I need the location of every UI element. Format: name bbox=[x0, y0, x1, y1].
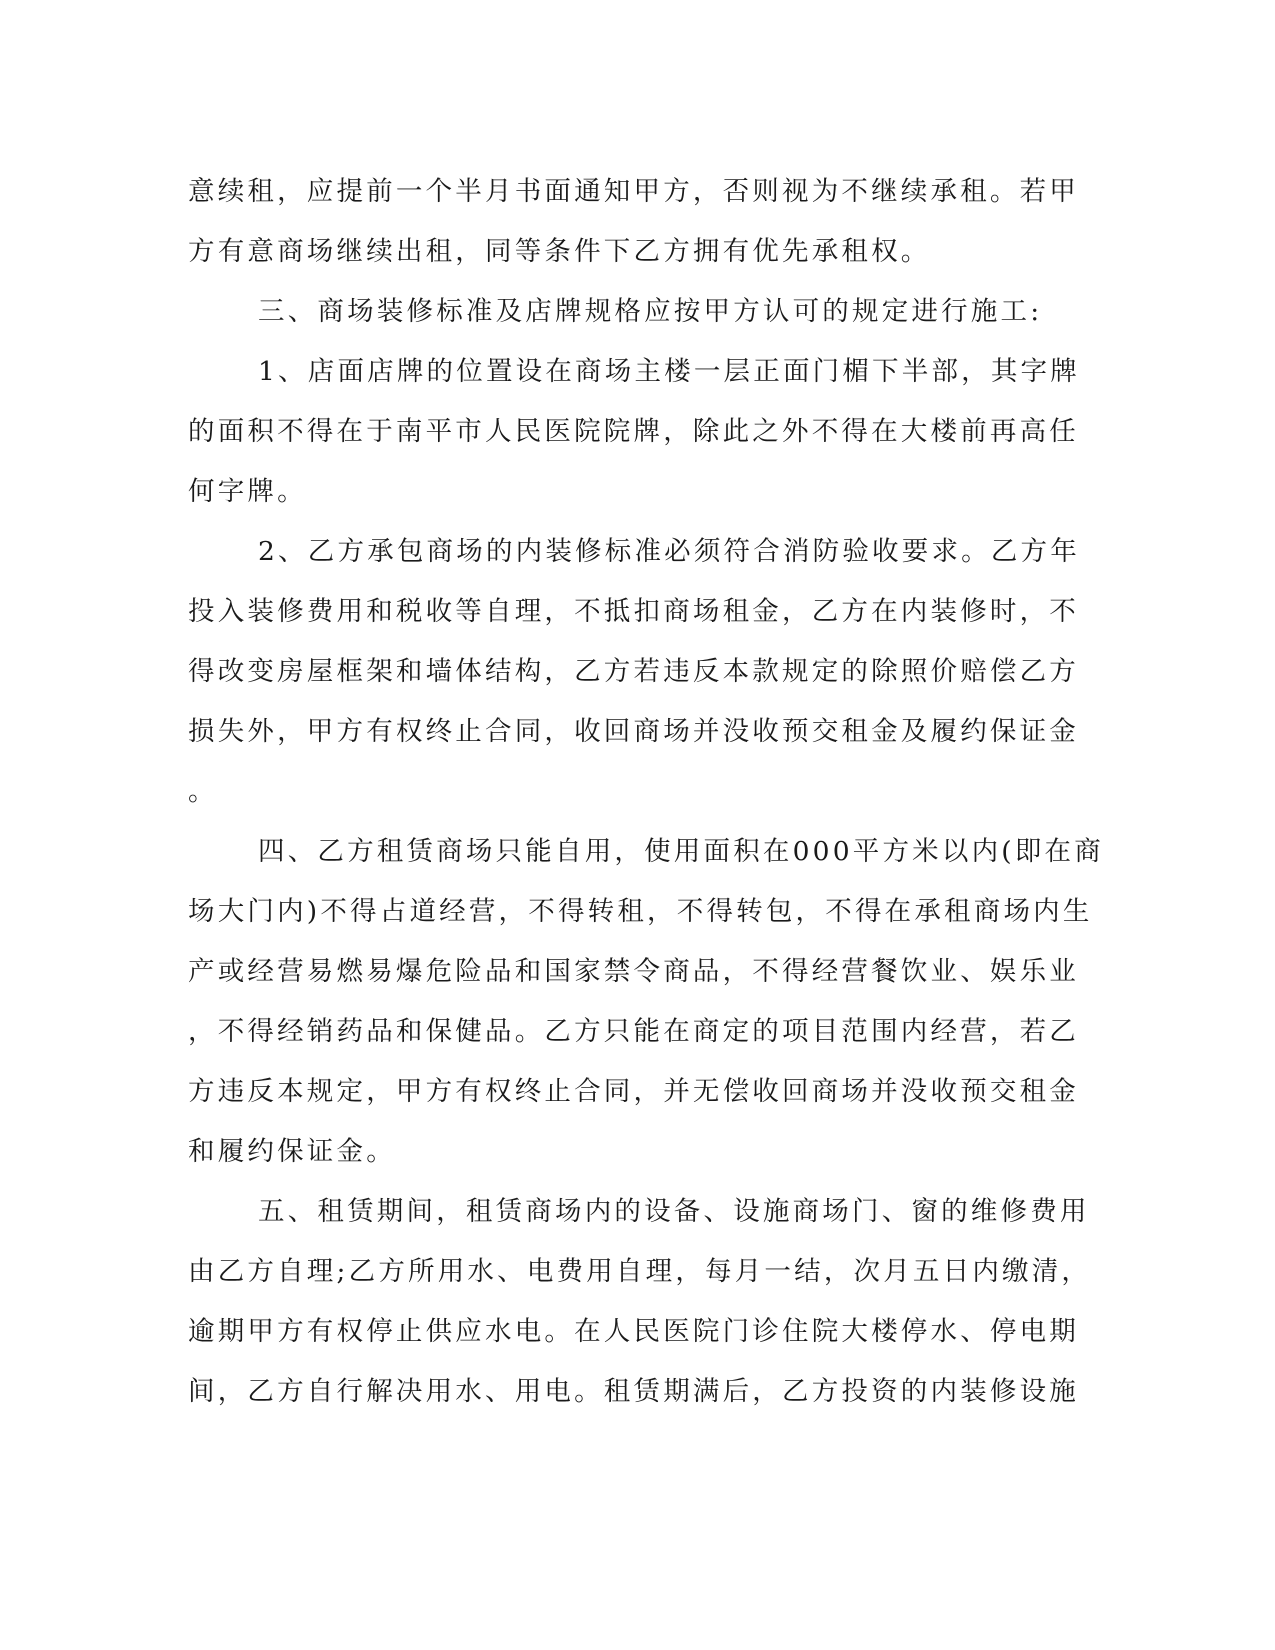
text-line: 投入装修费用和税收等自理，不抵扣商场租金，乙方在内装修时，不 bbox=[188, 596, 1079, 627]
text-line: 意续租，应提前一个半月书面通知甲方，否则视为不继续承租。若甲 bbox=[188, 176, 1079, 207]
clause-2-start: 2、乙方承包商场的内装修标准必须符合消防验收要求。乙方年 bbox=[258, 536, 1080, 567]
text-line: 间，乙方自行解决用水、用电。租赁期满后，乙方投资的内装修设施 bbox=[188, 1376, 1079, 1407]
text-line: ，不得经销药品和保健品。乙方只能在商定的项目范围内经营，若乙 bbox=[188, 1016, 1079, 1047]
text-line: 损失外，甲方有权终止合同，收回商场并没收预交租金及履约保证金 bbox=[188, 716, 1079, 747]
text-line: 的面积不得在于南平市人民医院院牌，除此之外不得在大楼前再高任 bbox=[188, 416, 1079, 447]
section-5-start: 五、租赁期间，租赁商场内的设备、设施商场门、窗的维修费用 bbox=[258, 1196, 1090, 1227]
text-line: 产或经营易燃易爆危险品和国家禁令商品，不得经营餐饮业、娱乐业 bbox=[188, 956, 1079, 987]
text-line: 方有意商场继续出租，同等条件下乙方拥有优先承租权。 bbox=[188, 236, 931, 267]
text-line: 逾期甲方有权停止供应水电。在人民医院门诊住院大楼停水、停电期 bbox=[188, 1316, 1079, 1347]
text-line: 得改变房屋框架和墙体结构，乙方若违反本款规定的除照价赔偿乙方 bbox=[188, 656, 1079, 687]
clause-1-start: 1、店面店牌的位置设在商场主楼一层正面门楣下半部，其字牌 bbox=[258, 356, 1080, 387]
text-line: 方违反本规定，甲方有权终止合同，并无偿收回商场并没收预交租金 bbox=[188, 1076, 1079, 1107]
text-line: 。 bbox=[188, 776, 218, 807]
text-line: 场大门内)不得占道经营，不得转租，不得转包，不得在承租商场内生 bbox=[188, 896, 1093, 927]
text-line: 和履约保证金。 bbox=[188, 1136, 396, 1167]
document-body bbox=[188, 162, 1104, 1422]
text-line: 何字牌。 bbox=[188, 476, 307, 507]
section-4-start: 四、乙方租赁商场只能自用，使用面积在000平方米以内(即在商 bbox=[258, 836, 1104, 867]
text-line: 由乙方自理;乙方所用水、电费用自理，每月一结，次月五日内缴清， bbox=[188, 1256, 1092, 1287]
section-heading-3: 三、商场装修标准及店牌规格应按甲方认可的规定进行施工: bbox=[258, 296, 1043, 327]
